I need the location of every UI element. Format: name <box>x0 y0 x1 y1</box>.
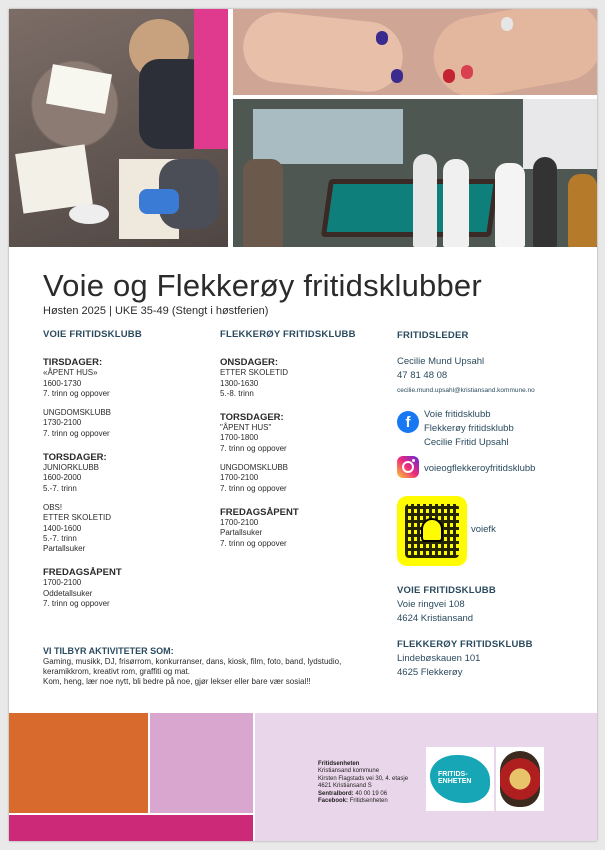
flek-thu-2-time: 1700-2100 <box>220 473 259 483</box>
voie-thu-1-name: JUNIORKLUBB <box>43 463 100 473</box>
flek-thu-2-grade: 7. trinn og oppover <box>220 483 287 493</box>
footer-fb-label: Facebook: <box>318 798 349 805</box>
flek-thu-day: TORSDAGER: <box>220 412 284 424</box>
snapchat-ghost-icon <box>421 518 443 542</box>
flek-thu-1-name: "ÅPENT HUS" <box>220 423 272 433</box>
flek-fri-grade: 7. trinn og oppover <box>220 538 287 548</box>
footer-address: Kirsten Flagstads vei 30, 4. etasje <box>318 775 409 782</box>
person <box>533 157 557 247</box>
activities-section <box>43 646 373 687</box>
voie-address-heading: VOIE FRITIDSKLUBB <box>397 585 496 596</box>
leader-heading: FRITIDSLEDER <box>397 330 469 341</box>
photo-painting <box>9 9 228 247</box>
flek-thu-2-name: UNGDOMSKLUBB <box>220 463 289 473</box>
voie-fri-grade: 7. trinn og oppover <box>43 599 110 609</box>
leader-name: Cecilie Mund Upsahl <box>397 356 485 367</box>
voie-tue-2-grade: 7. trinn og oppover <box>43 428 110 438</box>
flek-fri-day: FREDAGSÅPENT <box>220 506 299 518</box>
footer-fb-value: Fritidsenheten <box>349 798 388 805</box>
hand-left <box>240 9 406 95</box>
flek-fri-weeks: Partallsuker <box>220 528 263 538</box>
page-subtitle: Høsten 2025 | UKE 35-49 (Stengt i høstferien) <box>43 305 269 317</box>
fb-flekkeroy-link[interactable]: Flekkerøy fritidsklubb <box>424 423 514 434</box>
photo-clubroom <box>233 99 597 247</box>
paper-sheet <box>15 144 93 213</box>
fb-voie-link[interactable]: Voie fritidsklubb <box>424 409 491 420</box>
pink-block <box>150 713 253 813</box>
voie-heading: VOIE FRITIDSKLUBB <box>43 329 142 340</box>
photo-nails <box>233 9 597 95</box>
nail-blue <box>376 31 388 45</box>
voie-tue-1-grade: 7. trinn og oppover <box>43 388 110 398</box>
voie-thu-2-grade: 5.-7. trinn <box>43 533 77 543</box>
window <box>253 109 403 164</box>
poster-page <box>9 9 597 841</box>
logo-text: FRITIDS-ENHETEN <box>438 771 472 785</box>
voie-fri-time: 1700-2100 <box>43 578 82 588</box>
fritidsenheten-logo <box>426 747 494 811</box>
flek-wed-name: ETTER SKOLETID <box>220 368 289 378</box>
footer-postal: 4621 Kristiansand S <box>318 783 372 790</box>
voie-tue-1-time: 1600-1730 <box>43 378 82 388</box>
footer-contact <box>318 761 408 805</box>
leader-phone[interactable]: 47 81 48 08 <box>397 370 448 381</box>
footer-switch-label: Sentralbord: <box>318 790 354 797</box>
flek-fri-time: 1700-2100 <box>220 517 259 527</box>
instagram-handle[interactable]: voieogflekkeroyfritidsklubb <box>424 463 536 474</box>
blue-paint <box>139 189 179 214</box>
pool-table <box>321 179 499 237</box>
voie-tue-day: TIRSDAGER: <box>43 357 103 369</box>
footer-org: Fritidsenheten <box>318 761 360 767</box>
activities-line-1: Gaming, musikk, DJ, frisørrom, konkurranser, dans, kiosk, film, foto, band, lydstudio, <box>43 657 342 666</box>
person <box>495 163 525 247</box>
flek-wed-day: ONSDAGER: <box>220 357 279 369</box>
voie-schedule <box>43 330 213 609</box>
flekkeroy-heading: FLEKKERØY FRITIDSKLUBB <box>220 329 356 340</box>
leader-email[interactable]: cecilie.mund.upsahl@kristiansand.kommune.no <box>397 387 535 394</box>
voie-obs: OBS! <box>43 502 63 512</box>
voie-thu-1-grade: 5.-7. trinn <box>43 483 77 493</box>
voie-thu-day: TORSDAGER: <box>43 452 107 464</box>
kristiansand-coat-of-arms <box>496 747 544 811</box>
flek-thu-1-grade: 7. trinn og oppover <box>220 443 287 453</box>
paint-plate <box>69 204 109 224</box>
voie-thu-2-weeks: Partallsuker <box>43 544 86 554</box>
activities-line-3: Kom, heng, lær noe nytt, bli bedre på noe, gjør lekser eller bare vær sosial!! <box>43 677 311 686</box>
flek-wed-time: 1300-1630 <box>220 378 259 388</box>
coat-of-arms-seal <box>500 751 540 807</box>
snapchat-qr-code[interactable] <box>397 496 467 566</box>
page-title: Voie og Flekkerøy fritidsklubber <box>43 268 482 303</box>
nail-blue <box>391 69 403 83</box>
nail-flag <box>461 65 473 79</box>
person <box>413 154 437 247</box>
activities-heading: VI TILBYR AKTIVITETER SOM: <box>43 646 174 656</box>
voie-tue-2-name: UNGDOMSKLUBB <box>43 408 112 418</box>
person <box>443 159 469 247</box>
voie-fri-day: FREDAGSÅPENT <box>43 567 122 579</box>
nail-white <box>501 17 513 31</box>
voie-fri-weeks: Oddetallsuker <box>43 588 93 598</box>
facebook-icon[interactable]: f <box>397 411 419 433</box>
magenta-block <box>9 815 253 841</box>
voie-tue-1-name: «ÅPENT HUS» <box>43 368 98 378</box>
fb-cecilie-link[interactable]: Cecilie Fritid Upsahl <box>424 437 509 448</box>
footer-municipality: Kristiansand kommune <box>318 768 380 775</box>
pink-cloth <box>194 9 228 149</box>
person <box>568 174 597 247</box>
activities-line-2: keramikkrom, kreativt rom, graffiti og mat. <box>43 667 190 676</box>
voie-tue-2-time: 1730-2100 <box>43 418 82 428</box>
orange-block <box>9 713 148 813</box>
snapchat-handle[interactable]: voiefk <box>471 524 496 535</box>
voie-street: Voie ringvei 108 <box>397 599 465 610</box>
instagram-icon[interactable] <box>397 456 419 478</box>
voie-thu-1-time: 1600-2000 <box>43 473 82 483</box>
person <box>243 159 283 247</box>
voie-city: 4624 Kristiansand <box>397 613 474 624</box>
flek-wed-grade: 5.-8. trinn <box>220 388 254 398</box>
flek-street: Lindebøskauen 101 <box>397 653 481 664</box>
flek-thu-1-time: 1700-1800 <box>220 433 259 443</box>
voie-thu-2-name: ETTER SKOLETID <box>43 513 112 523</box>
projector-screen <box>523 99 597 169</box>
flekkeroy-schedule <box>220 330 390 549</box>
voie-thu-2-time: 1400-1600 <box>43 523 82 533</box>
flek-address-heading: FLEKKERØY FRITIDSKLUBB <box>397 639 533 650</box>
footer-switch-value: 40 00 19 06 <box>355 790 388 797</box>
nail-red <box>443 69 455 83</box>
flek-city: 4625 Flekkerøy <box>397 667 463 678</box>
